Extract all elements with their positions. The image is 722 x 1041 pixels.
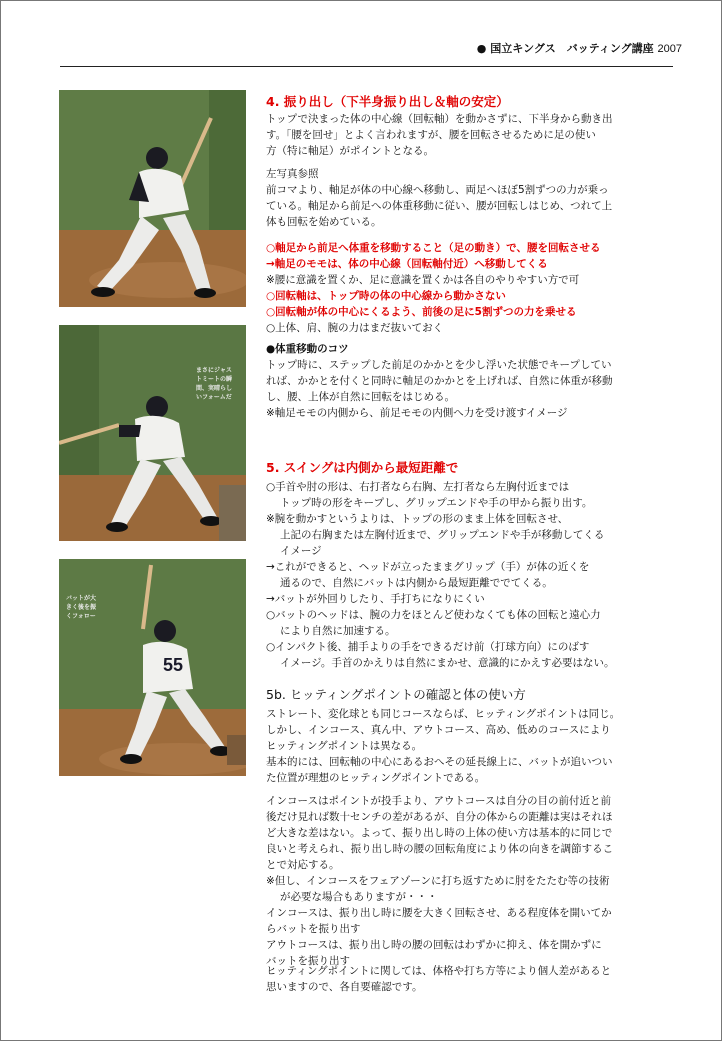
text-line: ヒッティングポイントに関しては、体格や打ち方等により個人差があると bbox=[266, 965, 612, 977]
text-line: トップ時に、ステップした前足のかかとを少し浮いた状態でキープしてい bbox=[266, 359, 612, 371]
text-line: イメージ bbox=[280, 545, 322, 557]
text-line: ※但し、インコースをフェアゾーンに打ち返すために肘をたたむ等の技術 bbox=[266, 875, 610, 887]
caption-line: まさにジャス bbox=[196, 367, 232, 374]
batter-photo-2 bbox=[59, 325, 246, 541]
photo-3-caption bbox=[66, 594, 96, 621]
text-line: 良いと考えられ、振り出し時の腰の回転角度により体の向きを調節するこ bbox=[266, 843, 614, 855]
section-5b-para-2 bbox=[266, 793, 674, 969]
text-line: 体も回転を始めている。 bbox=[266, 216, 382, 228]
text-line: ○インパクト後、捕手よりの手をできるだけ前（打球方向）にのばす bbox=[266, 641, 590, 653]
text-line: 基本的には、回転軸の中心にあるおへその延長線上に、バットが追いつい bbox=[266, 756, 613, 768]
text-line: インコースはポイントが投手より、アウトコースは自分の目の前付近と前 bbox=[266, 795, 612, 807]
text-line: ○回転軸は、トップ時の体の中心線から動かさない bbox=[266, 290, 506, 302]
text-line: イメージ。手首のかえりは自然にまかせ、意識的にかえす必要はない。 bbox=[280, 657, 615, 669]
header-title: 国立キングス バッティング講座 bbox=[490, 42, 654, 55]
text-line: す。「腰を回せ」とよく言われますが、腰を回転させるために足の使い bbox=[266, 129, 596, 141]
text-line: ※軸足モモの内側から、前足モモの内側へ力を受け渡すイメージ bbox=[266, 407, 568, 419]
text-line: 思いますので、各自要確認です。 bbox=[266, 981, 423, 993]
section-5-title: 5. スイングは内側から最短距離で bbox=[266, 460, 459, 475]
caption-line: くフォロー bbox=[66, 613, 96, 620]
text-line: た位置が理想のヒッティングポイントである。 bbox=[266, 772, 486, 784]
page-header bbox=[477, 40, 682, 56]
section-5-body bbox=[266, 479, 674, 671]
text-line: →これができると、ヘッドが立ったままグリップ（手）が体の近くを bbox=[266, 561, 590, 573]
text-line: インコースは、振り出し時に腰を大きく回転させ、ある程度体を開いてか bbox=[266, 907, 612, 919]
text-line: ○軸足から前足へ体重を移動すること（足の動き）で、腰を回転させる bbox=[266, 242, 601, 254]
text-line: ど大きな差はない。よって、振り出し時の上体の使い方は基本的に同じで bbox=[266, 827, 613, 839]
text-line: ※腰に意識を置くか、足に意識を置くかは各自のやりやすい方で可 bbox=[266, 274, 580, 286]
tip-title: ●体重移動のコツ bbox=[266, 343, 349, 355]
text-line: 通るので、自然にバットは内側から最短距離ででてくる。 bbox=[280, 577, 553, 589]
svg-text:55: 55 bbox=[163, 655, 184, 675]
section-4-photo-notes bbox=[266, 166, 674, 230]
header-bullet: ● bbox=[476, 42, 487, 55]
text-line: 後だけ見れば数十センチの差があるが、自分の体からの距離は実はそれほ bbox=[266, 811, 613, 823]
section-5b-title: 5b. ヒッティングポイントの確認と体の使い方 bbox=[266, 687, 526, 702]
text-line: れば、かかとを付くと同時に軸足のかかとを上げれば、自然に体重が移動 bbox=[266, 375, 613, 387]
text-line: 前コマより、軸足が体の中心線へ移動し、両足へほぼ5割ずつの力が乗っ bbox=[266, 184, 609, 196]
caption-line: 間、実晴らし bbox=[196, 385, 233, 392]
section-4-intro bbox=[266, 111, 674, 159]
caption-line: トミートの瞬 bbox=[196, 376, 233, 383]
text-line: し、腰、上体が自然に回転をはじめる。 bbox=[266, 391, 455, 403]
text-line: 方（特に軸足）がポイントとなる。 bbox=[266, 145, 434, 157]
text-line: しかし、インコース、真ん中、アウトコース、高め、低めのコースにより bbox=[266, 724, 611, 736]
section-5b-para-1 bbox=[266, 706, 674, 786]
text-line: ヒッティングポイントは異なる。 bbox=[266, 740, 423, 752]
text-line: らバットを振り出す bbox=[266, 923, 361, 935]
section-4-title: 4. 振り出し（下半身振り出し＆軸の安定） bbox=[266, 94, 509, 109]
text-line: 上記の右胸または左胸付近まで、グリップエンドや手が移動してくる bbox=[280, 529, 605, 541]
header-year: 2007 bbox=[657, 43, 682, 55]
batter-photo-3 bbox=[59, 559, 246, 776]
text-line: アウトコースは、振り出し時の腰の回転はわずかに抑え、体を開かずに bbox=[266, 939, 602, 951]
text-line: により自然に加速する。 bbox=[280, 625, 396, 637]
text-line: →バットが外回りしたり、手打ちになりにくい bbox=[266, 593, 485, 605]
caption-line: きく後を振 bbox=[66, 604, 97, 611]
text-line: ストレート、変化球とも同じコースならば、ヒッティングポイントは同じ。 bbox=[266, 708, 621, 720]
photo-2-caption bbox=[196, 366, 232, 402]
text-line: ○回転軸が体の中心にくるよう、前後の足に5割ずつの力を乗せる bbox=[266, 306, 577, 318]
text-line: ○バットのヘッドは、腕の力をほとんど使わなくても体の回転と遠心力 bbox=[266, 609, 601, 621]
caption-line: いフォームだ bbox=[196, 394, 232, 401]
text-line: ○上体、肩、腕の力はまだ抜いておく bbox=[266, 322, 444, 334]
header-rule bbox=[60, 66, 673, 67]
text-line: →軸足のモモは、体の中心線（回転軸付近）へ移動してくる bbox=[266, 258, 548, 270]
text-line: とで対応する。 bbox=[266, 859, 340, 871]
text-line: ※腕を動かすというよりは、トップの形のまま上体を回転させ、 bbox=[266, 513, 569, 525]
text-line: が必要な場合もありますが・・・ bbox=[280, 891, 438, 903]
text-line: トップで決まった体の中心線（回転軸）を動かさずに、下半身から動き出 bbox=[266, 113, 613, 125]
section-4-tip bbox=[266, 341, 674, 421]
section-4-points bbox=[266, 240, 674, 336]
text-line: トップ時の形をキープし、グリップエンドや手の甲から振り出す。 bbox=[280, 497, 593, 509]
text-line: ○手首や肘の形は、右打者なら右胸、左打者なら左胸付近までは bbox=[266, 481, 570, 493]
text-line: バットを振り出す bbox=[266, 955, 350, 967]
text-line: ている。軸足から前足への体重移動に従い、腰が回転しはじめ、つれて上 bbox=[266, 200, 613, 212]
batter-photo-1 bbox=[59, 90, 246, 307]
section-5b-para-3 bbox=[266, 963, 674, 995]
caption-line: バットが大 bbox=[66, 595, 97, 602]
photo-reference: 左写真参照 bbox=[266, 168, 319, 180]
